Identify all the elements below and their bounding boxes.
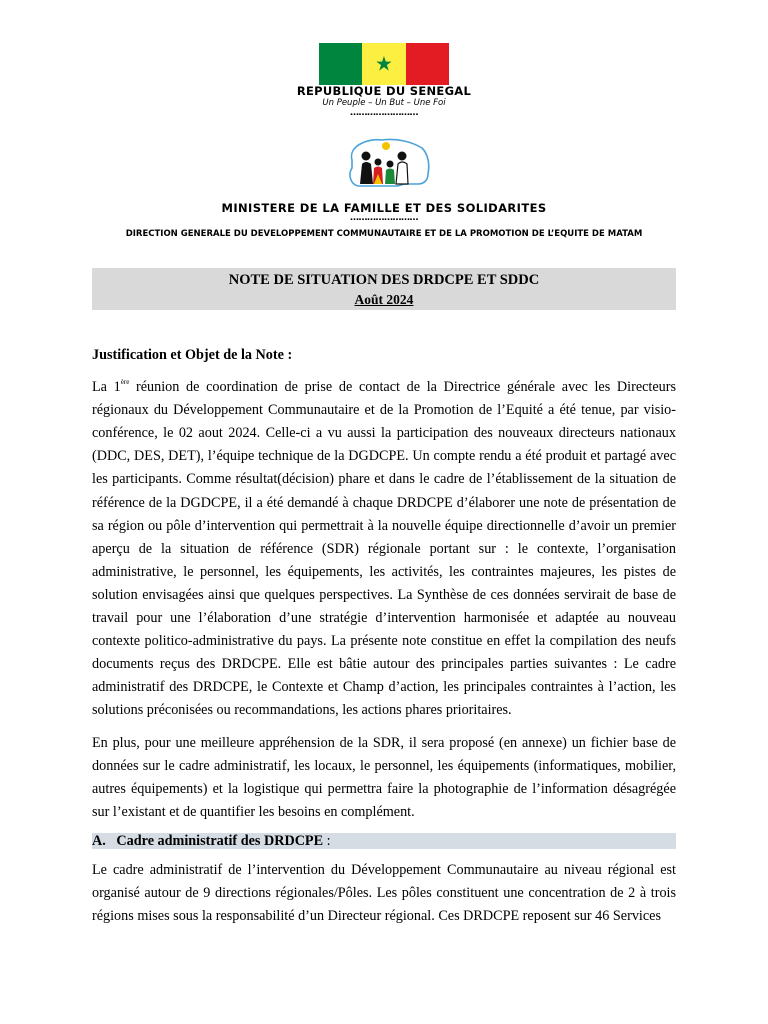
paragraph-annex: En plus, pour une meilleure appréhension de la SDR, il sera proposé (en annexe) un fichier base de données sur le cadre administratif, les locaux, le personnel, les équipements (informatiques, mobilier, autres équipements) et la logistique qui permettra faire la photographie de l’information désagrégée sur l’existant et de quantifier les besoins en complément. xyxy=(92,734,676,820)
paragraph-text: La 1 xyxy=(92,379,121,396)
senegal-flag xyxy=(319,43,449,85)
flag-green-band xyxy=(319,43,362,85)
ordinal-superscript: ère xyxy=(120,378,130,387)
paragraph-justification xyxy=(92,376,676,722)
ministry-logo xyxy=(338,134,432,188)
note-body xyxy=(92,344,676,937)
note-title-box xyxy=(92,268,676,310)
flag-red-band xyxy=(406,43,449,85)
section-a-title: A. Cadre administratif des DRDCPE xyxy=(92,832,324,849)
separator-dots: …………………… xyxy=(350,213,418,223)
paragraph-text: réunion de coordination de prise de contact de la Directrice générale avec les Directeurs régionaux du Développement Communautaire et de la Promotion de l’Equité a été tenue, par visio-conférence, le 02 aout 2024. Celle-ci a vu aussi la participation des nouveaux directeurs nationaux (DDC, DES, DET), l’équipe technique de la DGDCPE. Un compte rendu a été produit et partagé avec les participants. Comme résultat(décision) phare et dans le cadre de l’établissement de la situation de référence de la DGDCPE, il a été demandé à chaque DRDCPE d’élaborer une note de présentation de sa région ou pôle d’intervention qui permettrait à la nouvelle équipe directionnelle d’avoir un premier aperçu de la situation de référence (SDR) régionale portant sur : le contexte, l’organisation administrative, le personnel, les équipements, les activités, les contraintes majeures, les pistes de solution envisagées ainsi que quelques perspectives. La Synthèse de ces données servirait de base de travail pour une l’élaboration d’une stratégie d’intervention harmonisée et adaptée au nouveau contexte politico-administrative du pays. La présente note constitue en effet la compilation des neufs documents reçus des DRDCPE. Elle est bâtie autour des principales parties suivantes : Le cadre administratif des DRDCPE, le Contexte et Champ d’action, les principales contraintes à l’action, les solutions préconisées ou recommandations, les actions phares prioritaires. xyxy=(92,379,677,719)
section-a-colon: : xyxy=(323,832,331,849)
star-icon: ★ xyxy=(375,51,393,76)
note-title: NOTE DE SITUATION DES DRDCPE ET SDDC xyxy=(228,272,540,288)
ministry-title: MINISTERE DE LA FAMILLE ET DES SOLIDARITES xyxy=(221,201,547,215)
paragraph-cadre-administratif: Le cadre administratif de l’intervention du Développement Communautaire au niveau régional est organisé autour de 9 directions régionales/Pôles. Les pôles constituent une concentration de 2 à trois régions mises sous la responsabilité d’un Directeur régional. Ces DRDCPE reposent sur 46 Services xyxy=(92,861,676,925)
national-motto: Un Peuple – Un But – Une Foi xyxy=(322,98,446,108)
republic-title: REPUBLIQUE DU SENEGAL xyxy=(296,84,472,98)
note-date: Août 2024 xyxy=(354,292,414,307)
separator-dots: …………………… xyxy=(350,108,418,118)
direction-title: DIRECTION GENERALE DU DEVELOPPEMENT COMMUNAUTAIRE ET DE LA PROMOTION DE L’EQUITE DE MATAM xyxy=(125,229,643,239)
section-a-heading xyxy=(92,833,676,849)
justification-heading: Justification et Objet de la Note : xyxy=(92,347,293,363)
flag-yellow-band xyxy=(362,43,405,85)
